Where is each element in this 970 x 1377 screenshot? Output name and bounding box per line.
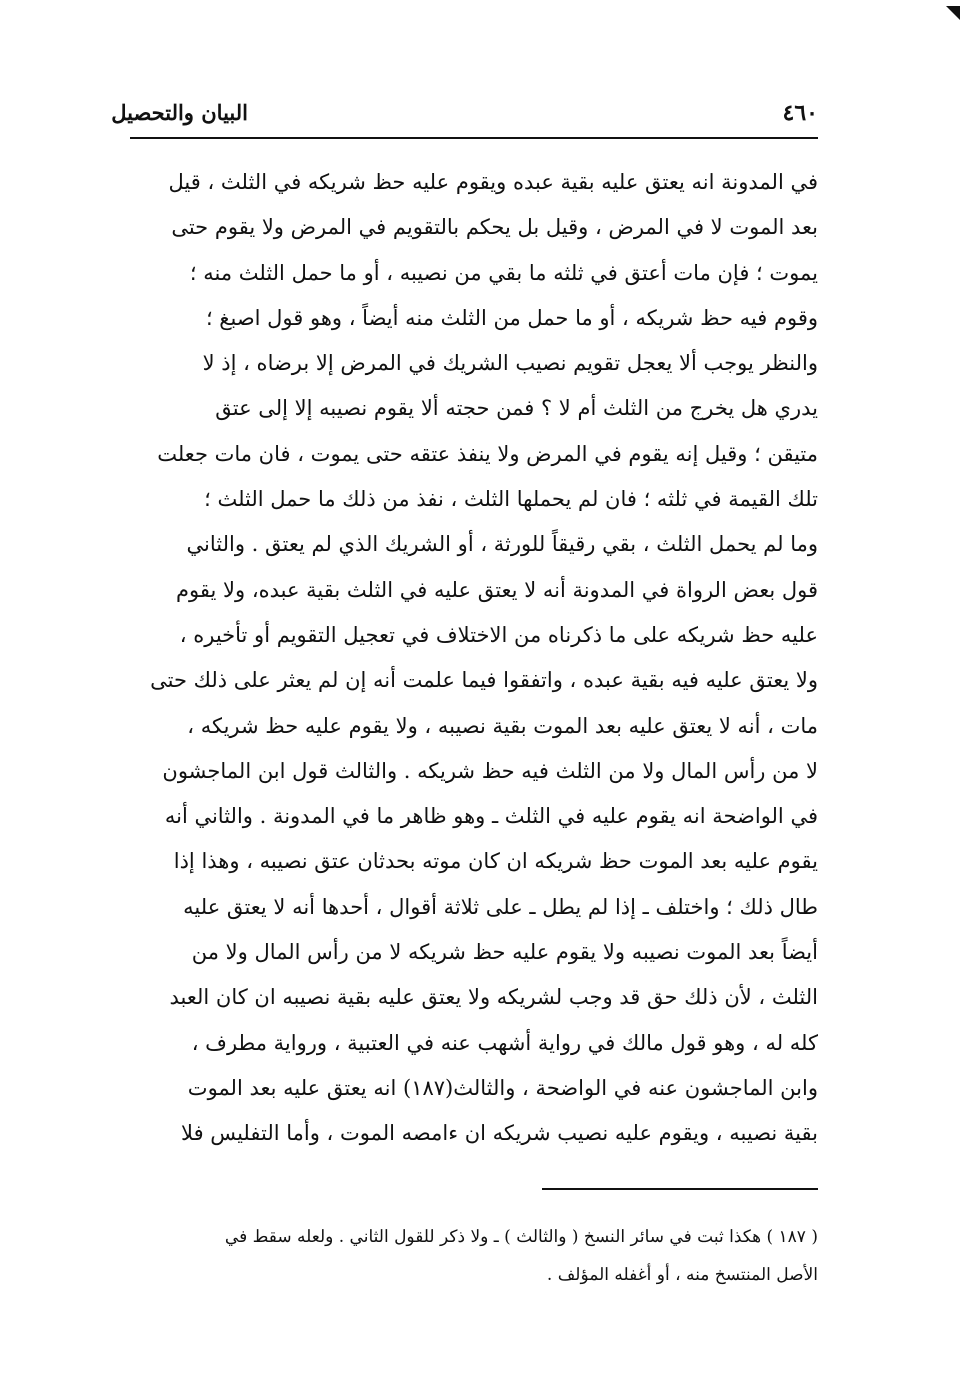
body-line: في المدونة انه يعتق عليه بقية عبده ويقوم عليه حظ شريكه في الثلث ، قيل bbox=[168, 170, 818, 194]
body-line: والنظر يوجب ألا يعجل تقويم نصيب الشريك في المرض إلا برضاه ، إذ لا bbox=[202, 351, 818, 376]
running-header bbox=[111, 100, 818, 134]
body-line: كله له ، وهو قول مالك في رواية أشهب عنه في العتبية ، ورواية مطرف ، bbox=[191, 1030, 818, 1055]
body-line: بعد الموت لا في المرض ، وقيل بل يحكم بالتقويم في المرض ولا يقوم حتى bbox=[171, 215, 818, 240]
body-text bbox=[130, 160, 818, 1157]
header-rule bbox=[130, 137, 818, 139]
body-line: وابن الماجشون عنه في الواضحة ، والثالث(١٨٧) انه يعتق عليه بعد الموت bbox=[187, 1075, 818, 1100]
footnote-line: ( ١٨٧ ) هكذا ثبت في سائر النسخ ( والثالث ) ـ ولا ذكر للقول الثاني . ولعله سقط في bbox=[224, 1227, 818, 1247]
body-line: عليه حظ شريكه على ما ذكرناه من الاختلاف في تعجيل التقويم أو تأخيره ، bbox=[179, 622, 818, 647]
body-line: بقية نصيبه ، ويقوم عليه نصيب شريكه ان ءامصه الموت ، وأما التفليس فلا bbox=[181, 1121, 818, 1146]
body-line: طال ذلك ؛ واختلف ـ إذا لم يطل ـ على ثلاثة أقوال ، أحدها أنه لا يعتق عليه bbox=[183, 894, 818, 919]
body-line: أيضاً بعد الموت نصيبه ولا يقوم عليه حظ شريكه لا من رأس المال ولا من bbox=[191, 940, 818, 965]
body-line: يموت ؛ فإن مات أعتق في ثلثه ما بقي من نصيبه ، أو ما حمل الثلث منه ؛ bbox=[189, 260, 818, 285]
body-line: يدري هل يخرج من الثلث أم لا ؟ فمن حجته ألا يقوم نصيبه إلا إلى عتق bbox=[215, 396, 818, 421]
body-line: الثلث ، لأن ذلك حق قد وجب لشريكه ولا يعتق عليه بقية نصيبه ان كان العبد bbox=[169, 985, 818, 1010]
body-line: تلك القيمة في ثلثه ؛ فان لم يحملها الثلث ، نفذ من ذلك ما حمل الثلث ؛ bbox=[204, 487, 818, 512]
corner-triangle-icon bbox=[946, 6, 960, 20]
body-line: ولا يعتق عليه فيه بقية عبده ، واتفقوا فيما علمت أنه إن لم يعثر على ذلك حتى bbox=[150, 668, 818, 693]
body-line: في الواضحة انه يقوم عليه في الثلث ـ وهو ظاهر ما في المدونة . والثاني أنه bbox=[164, 804, 818, 829]
footnote-line: الأصل المنتسخ منه ، أو أغفله المؤلف . bbox=[546, 1265, 818, 1285]
body-line: يقوم عليه بعد الموت حظ شريكه ان كان موته بحدثان عتق نصيبه ، وهذا إذا bbox=[173, 849, 818, 874]
footnote-rule bbox=[542, 1188, 818, 1190]
running-title: البيان والتحصيل bbox=[111, 100, 248, 125]
footnote bbox=[120, 1218, 818, 1294]
body-line: قول بعض الرواة في المدونة أنه لا يعتق عليه في الثلث بقية عبده، ولا يقوم bbox=[176, 577, 818, 602]
body-line: مات ، أنه لا يعتق عليه بعد الموت بقية نصيبه ، ولا يقوم عليه حظ شريكه ، bbox=[187, 713, 818, 738]
body-line: متيقن ؛ وقيل إنه يقوم في المرض ولا ينفذ عتقه حتى يموت ، فان مات جعلت bbox=[157, 441, 818, 466]
body-line: وقوم فيه حظ شريكه ، أو ما حمل من الثلث منه أيضاً ، وهو قول اصبغ ؛ bbox=[205, 305, 818, 330]
page-number: ٤٦٠ bbox=[782, 100, 818, 126]
body-line: وما لم يحمل الثلث ، بقي رقيقاً للورثة ، أو الشريك الذي لم يعتق . والثاني bbox=[186, 532, 818, 557]
body-line: لا من رأس المال ولا من الثلث فيه حظ شريكه . والثالث قول ابن الماجشون bbox=[162, 758, 818, 783]
